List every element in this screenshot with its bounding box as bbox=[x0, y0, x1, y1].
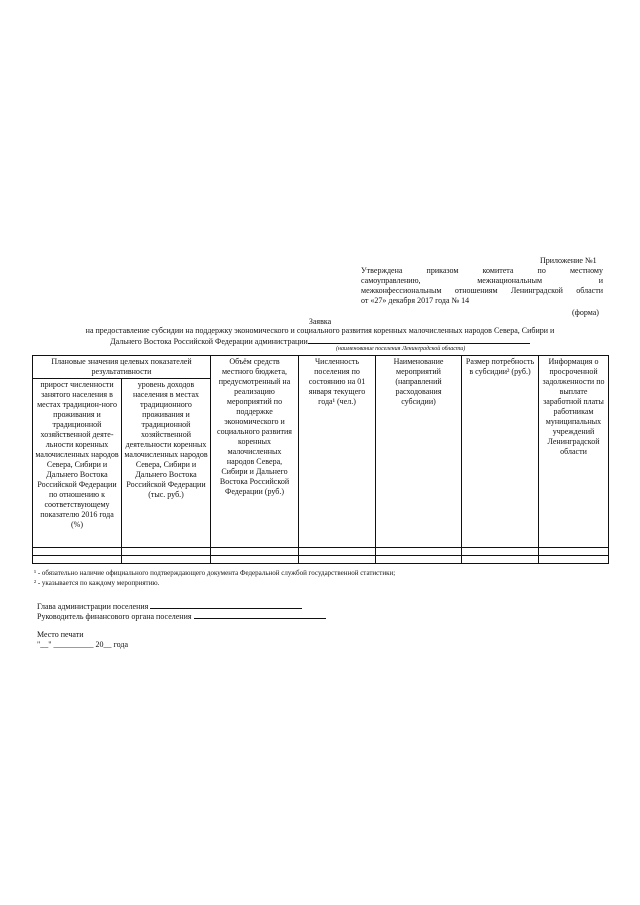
table-row bbox=[33, 555, 609, 563]
head-signature-field[interactable] bbox=[150, 600, 302, 609]
table-cell[interactable] bbox=[376, 547, 462, 555]
table-cell[interactable] bbox=[122, 547, 211, 555]
table-cell[interactable] bbox=[539, 555, 609, 563]
table-cell[interactable] bbox=[211, 547, 299, 555]
application-table bbox=[32, 355, 609, 564]
table-cell[interactable] bbox=[539, 547, 609, 555]
finance-signature-label: Руководитель финансового органа поселения bbox=[37, 612, 192, 621]
table-cell[interactable] bbox=[33, 547, 122, 555]
activities-header: Наименование мероприятий (направлений расходования субсидии) bbox=[376, 356, 462, 548]
local-budget-header: Объём средств местного бюджета, предусмотренный на реализацию мероприятий по поддержке экономического и социального развития коренных малочисленных народов Севера, Сибири и Дальнего Востока Российской Федерации (руб.) bbox=[211, 356, 299, 548]
administration-name-field[interactable] bbox=[308, 335, 530, 344]
income-level-header: уровень доходов населения в местах традиционного проживания и традиционной хозяйственной деятельности коренных малочисленных народов Севера, Сибири и Дальнего Востока Российской Федерации (тыс. руб.) bbox=[122, 379, 211, 548]
appendix-label: Приложение №1 bbox=[540, 256, 597, 265]
footnote-2: ² - указывается по каждому мероприятию. bbox=[34, 579, 160, 587]
table-row bbox=[33, 547, 609, 555]
table-cell[interactable] bbox=[376, 555, 462, 563]
population-header: Численность поселения по состоянию на 01 января текущего года¹ (чел.) bbox=[299, 356, 376, 548]
table-cell[interactable] bbox=[211, 555, 299, 563]
approval-line-4: от «27» декабря 2017 года № 14 bbox=[361, 296, 470, 305]
date-line: "__" __________ 20__ года bbox=[37, 640, 129, 649]
title-line-1: на предоставление субсидии на поддержку экономического и социального развития коренных малочисленных народов Севера, Сибири и bbox=[85, 326, 555, 335]
table-cell[interactable] bbox=[299, 555, 376, 563]
approval-line-3: межконфессиональным отношениям Ленинградской области bbox=[361, 286, 603, 295]
table-cell[interactable] bbox=[462, 547, 539, 555]
approval-line-1: Утверждена приказом комитета по местному bbox=[361, 266, 603, 275]
head-signature-label: Глава администрации поселения bbox=[37, 602, 149, 611]
approval-block bbox=[361, 266, 603, 306]
employment-growth-header: прирост численности занятого населения в местах традицион-ного проживания и традиционной хозяйственной деяте-льности коренных малочисленных народов Севера, Сибири и Дальнего Востока Российской Федерации по отношению к соответствующему показателю 2016 года (%) bbox=[33, 379, 122, 548]
stamp-place-label: Место печати bbox=[37, 630, 84, 639]
table-cell[interactable] bbox=[122, 555, 211, 563]
title-line-2 bbox=[0, 335, 640, 347]
form-label: (форма) bbox=[572, 308, 599, 317]
subsidy-amount-header: Размер потребность в субсидии² (руб.) bbox=[462, 356, 539, 548]
finance-signature-field[interactable] bbox=[194, 610, 326, 619]
arrears-info-header: Информация о просроченной задолженности по выплате заработной платы работникам муниципальных учреждений Ленинградской области bbox=[539, 356, 609, 548]
table-cell[interactable] bbox=[299, 547, 376, 555]
table-cell[interactable] bbox=[462, 555, 539, 563]
footnote-1: ¹ - обязательно наличие официального подтверждающего документа Федеральной службой государственной статистики; bbox=[34, 569, 396, 577]
administration-caption: (наименование поселения Ленинградской области) bbox=[336, 346, 466, 352]
document-title: Заявка bbox=[308, 317, 332, 326]
finance-signature-line bbox=[37, 610, 326, 622]
title-line-2-text: Дальнего Востока Российской Федерации администрации bbox=[110, 337, 308, 346]
approval-line-2: самоуправлению, межнациональным и bbox=[361, 276, 603, 285]
target-indicators-header: Плановые значения целевых показателей результативности bbox=[33, 356, 211, 379]
table-cell[interactable] bbox=[33, 555, 122, 563]
